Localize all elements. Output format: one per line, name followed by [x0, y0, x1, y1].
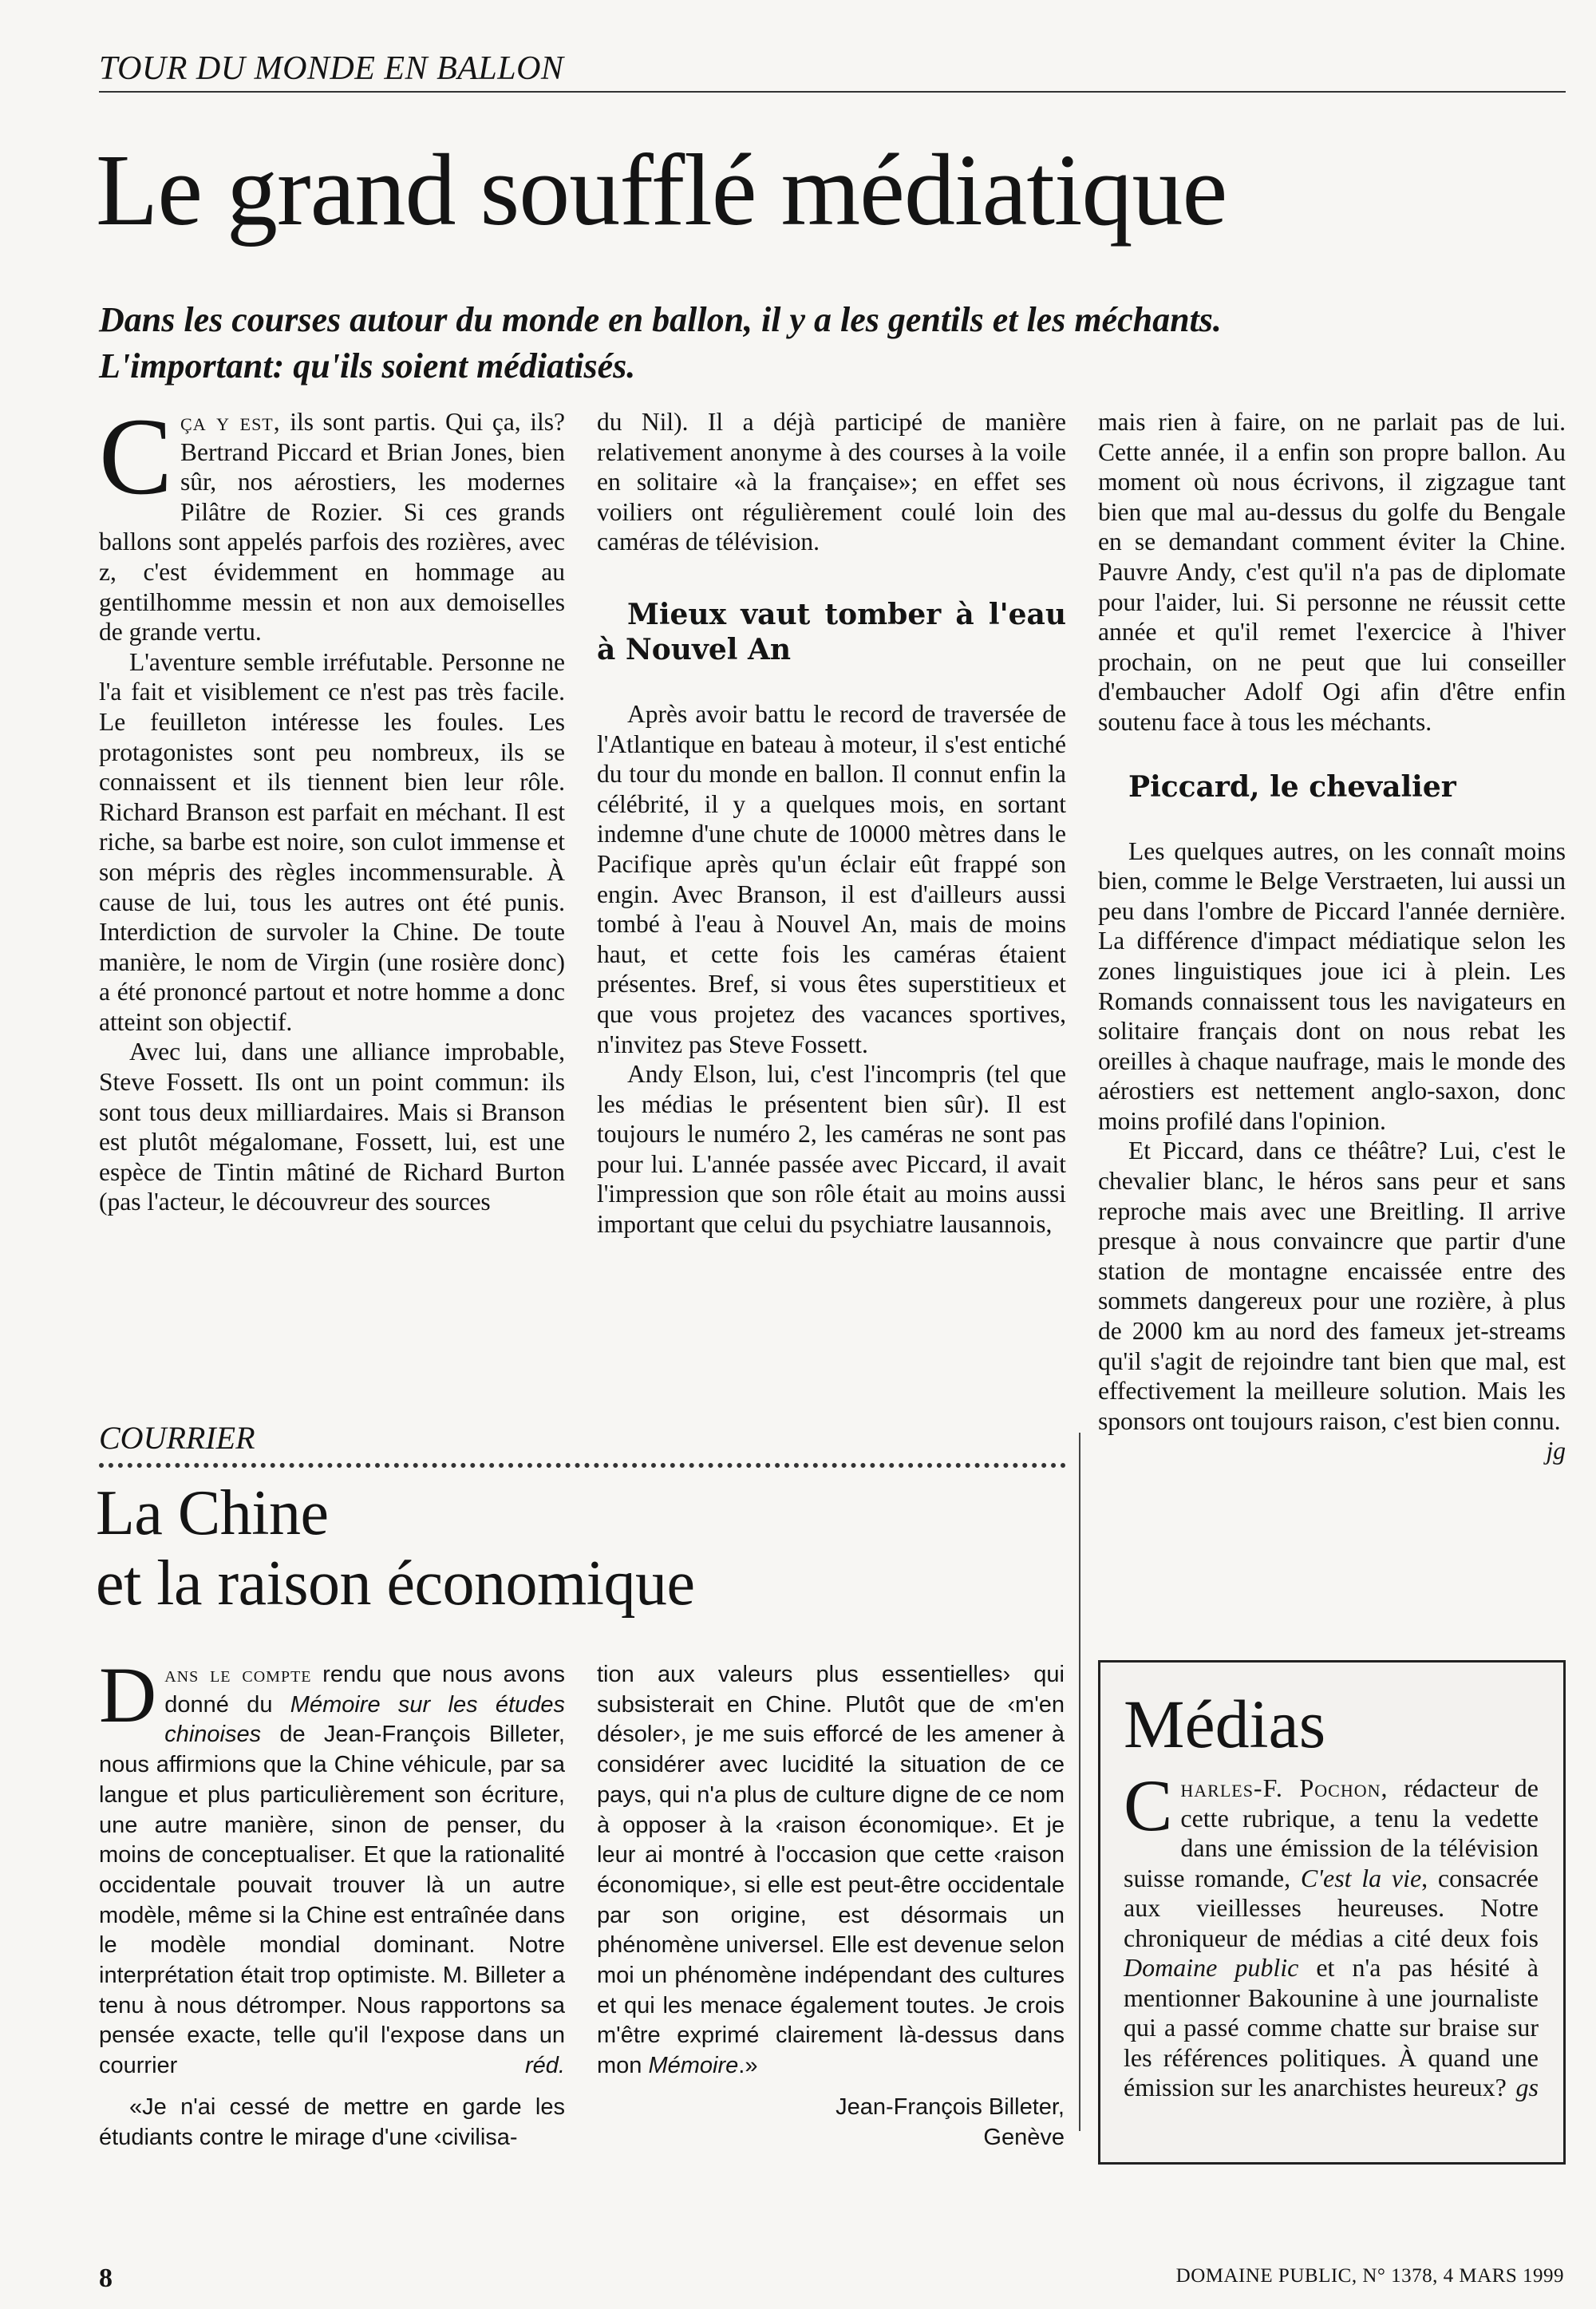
publication-title: Domaine public [1124, 1953, 1299, 1982]
small-caps-lead: ça y est, [180, 408, 281, 436]
article2-column-1 [99, 1651, 565, 2153]
paragraph-text: tion aux valeurs plus essentielles› qui subsisterait en Chine. Plutôt que de ‹m'en désoler›, je me suis efforcé de les amener à considérer avec lucidité la situation de ce pays, qui n'a plus de culture digne de ce nom à opposer à la ‹raison économique›. Et je leur ai montré à l'occasion que cette ‹raison économique›, si elle est peut-être occidentale par son origine, est désormais un phénomène universel. Elle est devenue selon moi un phénomène indépendant des cultures et qui les menace également toutes. Je crois m'être exprimé clairement là-dessus dans mon [597, 1662, 1065, 2079]
article2-column-2 [597, 1660, 1065, 2153]
headline-2 [96, 1478, 1053, 1619]
paragraph: mais rien à faire, on ne parlait pas de lui. Cette année, il a enfin son propre ballon. Au moment où nous écrivons, il zigzague tant bien que mal au-dessus du golfe du Bengale en se demandant comment éviter la Chine. Pauvre Andy, c'est qu'il n'a pas de diplomate pour l'aider, lui. Si personne ne réussit cette année et qu'il remet l'exercice à l'hiver prochain, on ne peut que lui conseiller d'embaucher Adolf Ogi afin d'être enfin soutenu face à tous les méchants. [1098, 408, 1566, 736]
drop-cap: C [1124, 1765, 1173, 1846]
letter-signature-name: Jean-François Billeter, [836, 2094, 1065, 2120]
box-text: , consacrée aux vieillesses heureuses. Notre chroniqueur de médias a cité deux fois [1124, 1863, 1539, 1952]
editor-signature: réd. [525, 2053, 565, 2079]
section-rubric: TOUR DU MONDE EN BALLON [99, 49, 1566, 93]
box-text: et n'a pas hésité à mentionner Bakounine à une journaliste qui a passé comme chatte sur braise sur les références politiques. À quand une émission sur les anarchistes heureux? [1124, 1953, 1539, 2101]
paragraph-text: .» [738, 2053, 758, 2079]
book-title: Mémoire sur les études chinoises [164, 1691, 565, 1748]
small-caps-lead: ans le compte [164, 1662, 312, 1687]
paragraph: «Je n'ai cessé de mettre en garde les étudiants contre le mirage d'une ‹civilisa- [99, 2094, 565, 2150]
section-kicker: COURRIER [99, 1419, 1066, 1468]
letter-signature-place: Genève [983, 2124, 1065, 2150]
article1-column-2 [597, 407, 1066, 1240]
paragraph: L'aventure semble irréfutable. Personne ne l'a fait et visiblement ce n'est pas très facile. Le feuilleton intéresse les foules. Les protagonistes sont peu nombreux, ils se connaissent et ils tiennent bien leur rôle. Richard Branson est parfait en méchant. Il est riche, sa barbe est noire, son culot immense et son mépris des règles incommensurable. À cause de lui, tous les autres ont été punis. Interdiction de survoler la Chine. De toute manière, le nom de Virgin (une rosière donc) a été prononcé partout et notre homme a donc atteint son objectif. [99, 647, 565, 1036]
paragraph [597, 1660, 1065, 2082]
book-title: Mémoire [648, 2053, 739, 2079]
author-signature: jg [1546, 1437, 1566, 1465]
paragraph [99, 395, 565, 647]
drop-cap: D [99, 1651, 157, 1739]
paragraph: Les quelques autres, on les connaît moins bien, comme le Belge Verstraeten, lui aussi un peu dans l'ombre de Piccard l'année dernière. La différence d'impact médiatique selon les zones linguistiques joue ici à plein. Les Romands connaissent tous les navigateurs en solitaire français dont on nous rebat les oreilles à chaque naufrage, mais le monde des aérostiers est nettement anglo-saxon, donc moins profilé dans l'opinion. [1098, 836, 1566, 1135]
medias-box-text [1124, 1765, 1539, 2103]
show-title: C'est la vie [1300, 1863, 1422, 1892]
medias-box-title: Médias [1124, 1686, 1326, 1762]
paragraph: du Nil). Il a déjà participé de manière relativement anonyme à des courses à la voile en solitaire «à la française»; en effet ses voiliers ont régulièrement coulé loin des caméras de télévision. [597, 408, 1066, 556]
subheading: Piccard, le chevalier [1128, 769, 1456, 804]
standfirst-line-2: L'important: qu'ils soient médiatisés. [99, 346, 636, 385]
headline: Le grand soufflé médiatique [96, 133, 1227, 247]
paragraph-text: ils sont partis. Qui ça, ils? Bertrand Piccard et Brian Jones, bien sûr, nos aérostiers, les modernes Pilâtre de Rozier. Si ces grands ballons sont appelés parfois des rozières, avec z, c'est évidemment en hommage au gentilhomme messin et non aux demoiselles de grande vertu. [99, 408, 565, 646]
standfirst-line-1: Dans les courses autour du monde en ballon, il y a les gentils et les méchants. [99, 300, 1222, 339]
drop-cap: C [99, 395, 173, 517]
article1-column-3 [1098, 407, 1566, 1466]
article1-column-1 [99, 395, 565, 1217]
box-text: rédacteur de cette rubrique, a tenu la vedette dans une émission de la télévision suisse romande, [1124, 1773, 1539, 1892]
box-signature: gs [1515, 2073, 1539, 2101]
paragraph-text: rendu que nous avons donné du [164, 1662, 565, 1718]
issue-info: DOMAINE PUBLIC, N° 1378, 4 MARS 1999 [1175, 2265, 1564, 2287]
headline-2-line-1: La Chine [96, 1478, 329, 1548]
paragraph-text: de Jean-François Billeter, nous affirmions que la Chine véhicule, par sa langue et plus particulièrement son écriture, une autre manière, sinon de penser, du moins de conceptualiser. Et que la rationalité occidentale pouvait trouver là un autre modèle, même si la Chine est entraînée dans le modèle mondial dominant. Notre interprétation était trop optimiste. M. Billeter a tenu à nous détromper. Nous rapportons sa pensée exacte, telle qu'il l'expose dans un courrier [99, 1722, 565, 2079]
standfirst [99, 297, 1535, 389]
subheading: Mieux vaut tomber à l'eau à Nouvel An [597, 597, 1066, 666]
paragraph: Andy Elson, lui, c'est l'incompris (tel que les médias le présentent bien sûr). Il est toujours le numéro 2, les caméras ne sont pas pour lui. L'année passée avec Piccard, il avait l'impression que son rôle était au moins aussi important que celui du psychiatre lausannois, [597, 1060, 1066, 1239]
paragraph [99, 1651, 565, 2082]
paragraph: Et Piccard, dans ce théâtre? Lui, c'est le chevalier blanc, le héros sans peur et sans reproche mais avec une Breitling. Il arrive presque à nous convaincre que partir d'une station de montagne encaissée entre des sommets dangereux pour une rozière, à plus de 2000 km au nord des fameux jet-streams qu'il s'agit de rejoindre tant bien que mal, est effectivement la meilleure solution. Mais les sponsors ont toujours raison, c'est bien connu. [1098, 1137, 1566, 1435]
page-number: 8 [99, 2264, 113, 2293]
small-caps-lead: harles-F. Pochon, [1180, 1773, 1389, 1802]
paragraph: Après avoir battu le record de traversée de l'Atlantique en bateau à moteur, il s'est entiché du tour du monde en ballon. Il connut enfin la célébrité, il y a quelques mois, en sortant indemne d'une chute de 10000 mètres dans le Pacifique après qu'un éclair eût frappé son engin. Avec Branson, il est d'ailleurs aussi tombé à l'eau à Nouvel An, mais de moins haut, et cette fois les caméras étaient présentes. Bref, si vous êtes superstitieux et que vous projetez des vacances sportives, n'invitez pas Steve Fossett. [597, 699, 1066, 1058]
column-divider [1079, 1433, 1080, 2131]
headline-2-line-2: et la raison économique [96, 1548, 695, 1619]
paragraph: Avec lui, dans une alliance improbable, Steve Fossett. Ils ont un point commun: ils sont tous deux milliardaires. Mais si Branson est plutôt mégalomane, Fossett, lui, est une espèce de Tintin mâtiné de Richard Burton (pas l'acteur, le découvreur des sources [99, 1038, 565, 1216]
